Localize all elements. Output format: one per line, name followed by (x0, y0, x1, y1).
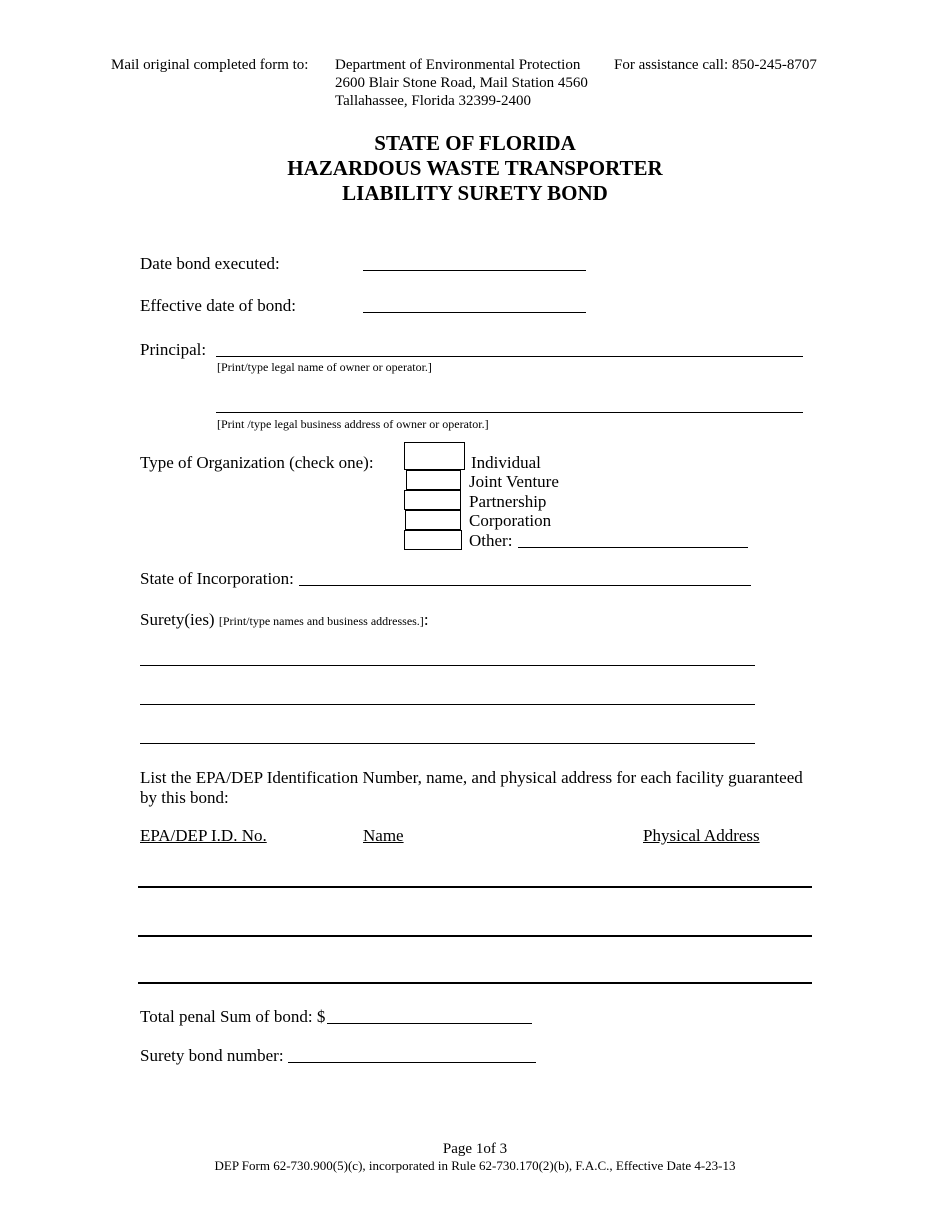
facility-row-1[interactable] (138, 886, 812, 888)
form-reference: DEP Form 62-730.900(5)(c), incorporated in Rule 62-730.170(2)(b), F.A.C., Effective Date 4-23-13 (214, 1158, 736, 1173)
sureties-hint: [Print/type names and business addresses.] (218, 614, 424, 628)
partnership-option-label: Partnership (469, 492, 547, 511)
bond-number-label: Surety bond number: (140, 1046, 284, 1065)
corporation-option-label: Corporation (469, 511, 552, 530)
agency-street: 2600 Blair Stone Road, Mail Station 4560 (335, 75, 588, 91)
title-line-2: HAZARDOUS WASTE TRANSPORTER (287, 156, 663, 180)
org-type-label: Type of Organization (check one): (140, 453, 374, 472)
principal-address-hint: [Print /type legal business address of owner or operator.] (217, 417, 489, 431)
other-checkbox[interactable] (404, 530, 462, 550)
effective-date-field[interactable] (363, 312, 586, 313)
page-number: Page 1of 3 (442, 1141, 508, 1157)
state-incorporation-label: State of Incorporation: (140, 569, 294, 588)
surety-line-1[interactable] (140, 665, 755, 666)
individual-checkbox[interactable] (404, 442, 465, 470)
mail-instruction: Mail original completed form to: (111, 57, 309, 73)
title-line-3: LIABILITY SURETY BOND (342, 181, 608, 205)
principal-label: Principal: (140, 340, 207, 359)
surety-line-3[interactable] (140, 743, 755, 744)
other-specify-field[interactable] (518, 547, 748, 548)
principal-name-hint: [Print/type legal name of owner or operator.] (217, 360, 432, 374)
column-header-name: Name (363, 826, 404, 845)
date-executed-field[interactable] (363, 270, 586, 271)
effective-date-label: Effective date of bond: (140, 296, 296, 315)
penal-sum-label: Total penal Sum of bond: $ (140, 1007, 326, 1026)
facility-instructions: List the EPA/DEP Identification Number, name, and physical address for each facility guaranteed by this bond: (140, 768, 803, 807)
principal-address-field[interactable] (216, 412, 803, 413)
penal-sum-field[interactable] (327, 1023, 532, 1024)
facility-row-2[interactable] (138, 935, 812, 937)
principal-name-field[interactable] (216, 356, 803, 357)
joint-venture-option-label: Joint Venture (469, 472, 559, 491)
title-line-1: STATE OF FLORIDA (374, 131, 576, 155)
partnership-checkbox[interactable] (404, 490, 461, 510)
assistance-phone: For assistance call: 850-245-8707 (614, 57, 817, 73)
date-executed-label: Date bond executed: (140, 254, 280, 273)
agency-city: Tallahassee, Florida 32399-2400 (335, 93, 531, 109)
sureties-colon: : (423, 610, 429, 629)
state-incorporation-field[interactable] (299, 585, 751, 586)
facility-row-3[interactable] (138, 982, 812, 984)
surety-line-2[interactable] (140, 704, 755, 705)
agency-name: Department of Environmental Protection (335, 57, 581, 73)
corporation-checkbox[interactable] (405, 510, 461, 530)
sureties-label-text: Surety(ies) (140, 610, 215, 629)
joint-venture-checkbox[interactable] (406, 470, 461, 490)
bond-number-field[interactable] (288, 1062, 536, 1063)
column-header-id: EPA/DEP I.D. No. (140, 826, 267, 845)
other-option-label: Other: (469, 531, 513, 550)
column-header-address: Physical Address (643, 826, 760, 845)
sureties-label (140, 610, 429, 630)
individual-option-label: Individual (471, 453, 541, 472)
